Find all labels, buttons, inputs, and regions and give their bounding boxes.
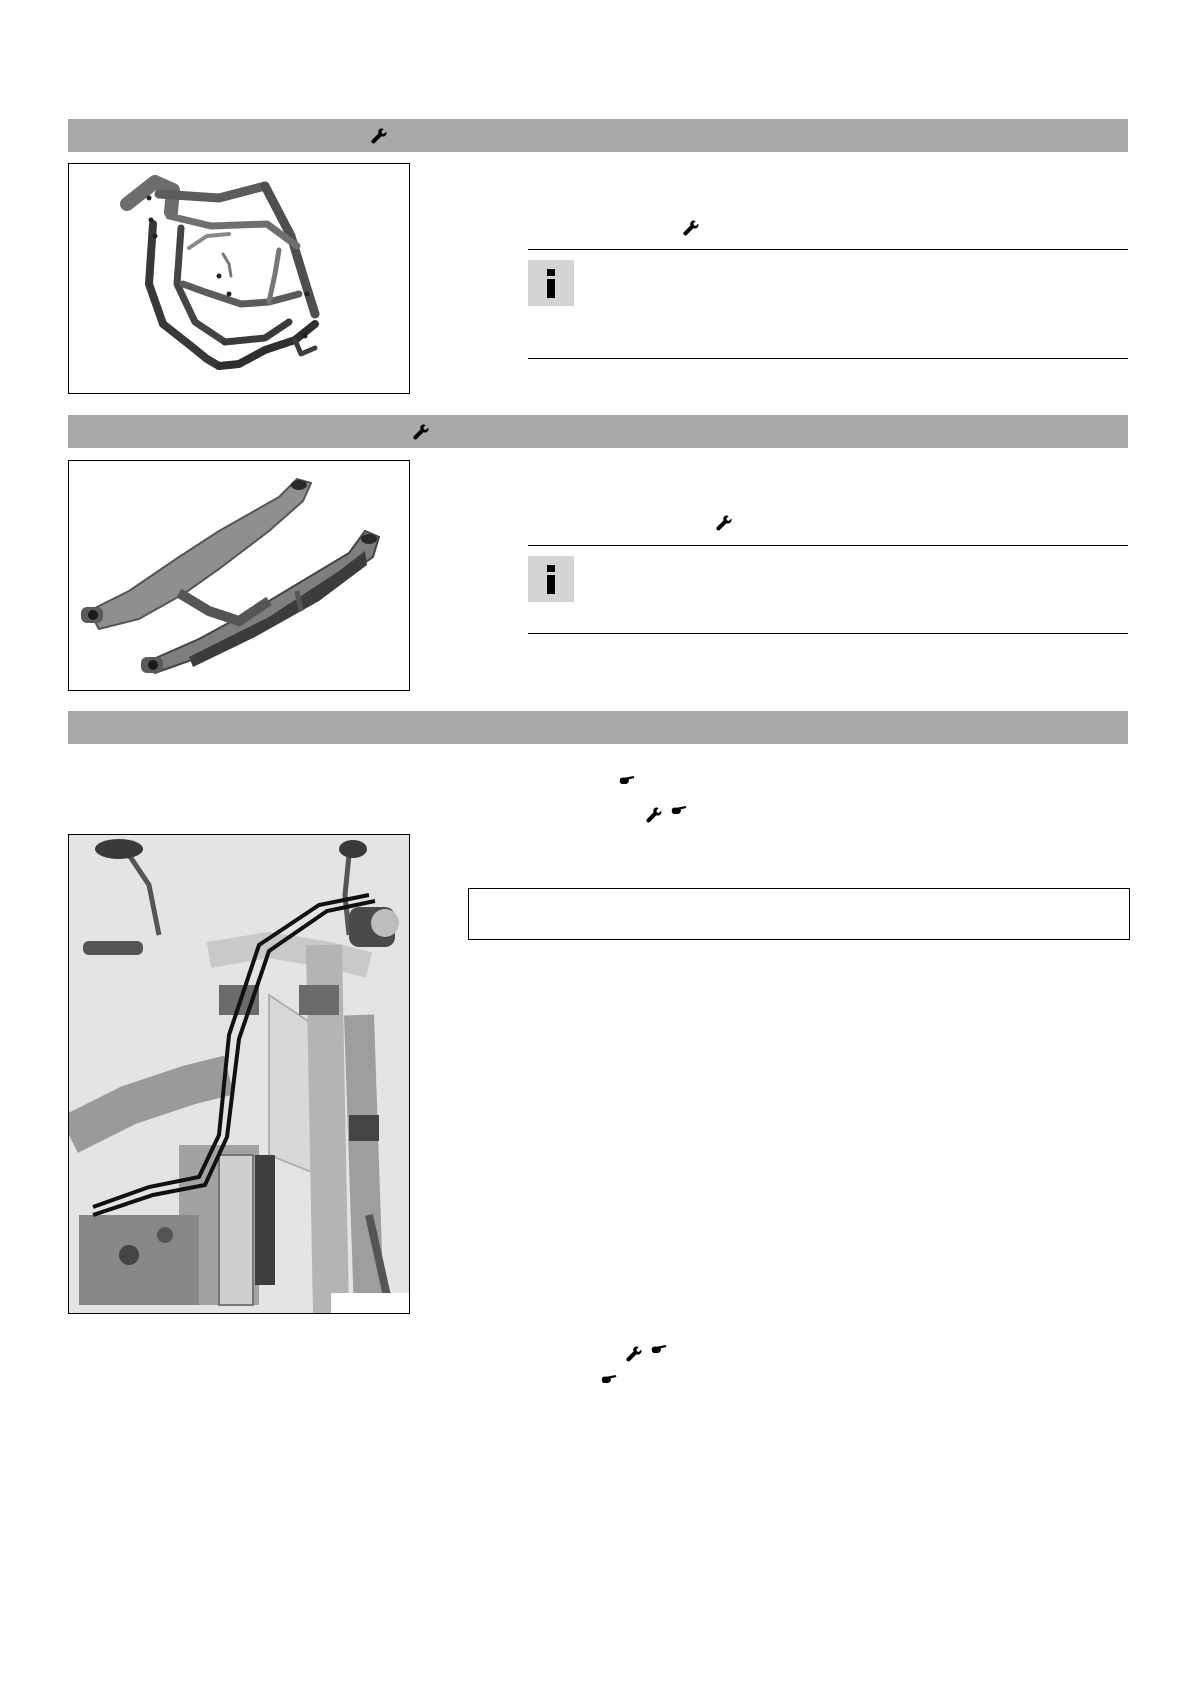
note-bottom-rule	[528, 358, 1128, 359]
swingarm-illustration	[68, 460, 410, 691]
pointing-hand-icon	[618, 772, 636, 790]
wrench-icon	[625, 1345, 643, 1363]
note-top-rule	[528, 249, 1128, 250]
wrench-icon	[715, 514, 733, 532]
figure-label	[331, 1293, 409, 1313]
throttle-cable-routing-photo	[68, 834, 410, 1314]
wrench-icon	[645, 806, 663, 824]
note-top-rule	[528, 545, 1128, 546]
note-bottom-rule	[528, 633, 1128, 634]
pointing-hand-icon	[650, 1341, 668, 1359]
wrench-icon	[370, 127, 388, 145]
boxed-note	[468, 888, 1130, 940]
pointing-hand-icon	[600, 1371, 618, 1389]
info-icon	[528, 556, 574, 602]
pointing-hand-icon	[670, 802, 688, 820]
section-bar-swingarm	[68, 415, 1128, 448]
section-bar-throttle-cable	[68, 711, 1128, 744]
wrench-icon	[682, 219, 700, 237]
info-icon	[528, 260, 574, 306]
wrench-icon	[412, 423, 430, 441]
section-bar-frame	[68, 119, 1128, 152]
frame-illustration	[68, 163, 410, 394]
